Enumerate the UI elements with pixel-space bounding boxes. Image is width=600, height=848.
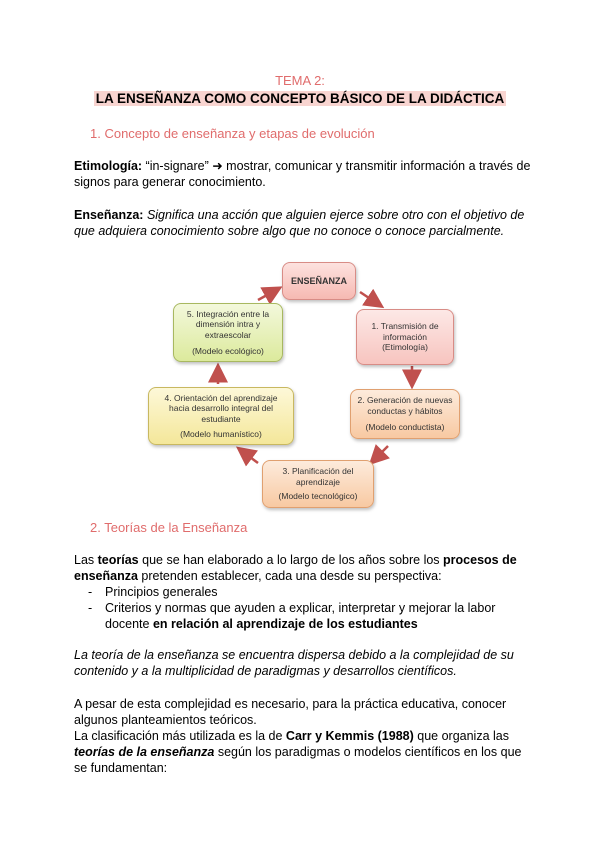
arrow-2-to-3 — [374, 446, 388, 460]
classification-text-a: La clasificación más utilizada es la de — [74, 729, 286, 743]
intro-text-e: pretenden establecer, cada una desde su perspectiva: — [137, 569, 442, 583]
center-node-ensenanza: ENSEÑANZA — [282, 262, 356, 300]
bullet-dash: - — [88, 585, 93, 599]
stage-5-model: (Modelo ecológico) — [192, 346, 264, 356]
section2-heading: 2. Teorías de la Enseñanza — [90, 520, 248, 535]
stage-1-model: (Etimología) — [382, 342, 428, 353]
arrow-5-to-center — [258, 290, 276, 300]
classification-paragraph — [74, 728, 534, 776]
bullet-2-bold: en relación al aprendizaje de los estudiantes — [152, 617, 418, 631]
classification-authors: Carr y Kemmis (1988) — [285, 729, 414, 743]
arrow-3-to-4 — [242, 451, 258, 463]
intro-bold-teorias: teorías — [97, 553, 139, 567]
bullet-1-text: Principios generales — [105, 585, 218, 599]
bullet-dash: - — [88, 601, 93, 615]
section1-heading: 1. Concepto de enseñanza y etapas de evolución — [90, 126, 375, 141]
intro-text-a: Las — [74, 553, 98, 567]
ensenanza-label: Enseñanza: — [74, 208, 144, 222]
list-item — [74, 584, 534, 600]
list-item — [74, 600, 534, 632]
classification-text-c: que organiza las — [413, 729, 509, 743]
dispersion-text: La teoría de la enseñanza se encuentra dispersa debido a la complejidad de su contenido y a la multiplicidad de paradigmas y desarrollos científicos. — [74, 648, 514, 678]
classification-text-e: según los paradigmas o modelos científicos en los que se fundamentan: — [74, 745, 522, 775]
stage-1-box — [356, 309, 454, 365]
etimologia-label: Etimología: — [74, 159, 143, 173]
stage-3-text: 3. Planificación del aprendizaje — [282, 466, 354, 487]
intro-bold-procesos: procesos de enseñanza — [74, 553, 517, 583]
etimologia-text: “in-signare” ➜ mostrar, comunicar y transmitir información a través de signos para generar conocimiento. — [74, 159, 531, 189]
stage-3-box — [262, 460, 374, 508]
stage-2-model: (Modelo conductista) — [365, 422, 445, 433]
document-title-text: LA ENSEÑANZA COMO CONCEPTO BÁSICO DE LA DIDÁCTICA — [95, 91, 505, 106]
intro-text-c: que se han elaborado a lo largo de los años sobre los — [138, 553, 444, 567]
theories-list — [74, 584, 534, 632]
topic-number: TEMA 2: — [275, 73, 325, 88]
complexity-paragraph: A pesar de esta complejidad es necesario, para la práctica educativa, conocer algunos planteamientos teóricos. — [74, 697, 507, 727]
stage-5-text: 5. Integración entre la dimensión intra y extraescolar — [186, 308, 270, 340]
stage-4-text: 4. Orientación del aprendizaje hacia desarrollo integral del estudiante — [164, 392, 278, 424]
stage-4-box — [148, 387, 294, 445]
bullet-2-text: Criterios y normas que ayuden a explicar, interpretar y mejorar la labor docente — [105, 601, 496, 631]
stage-5-box — [173, 303, 283, 362]
stage-4-model: (Modelo humanístico) — [180, 429, 262, 439]
stage-2-text: 2. Generación de nuevas conductas y hábitos — [357, 395, 453, 416]
arrow-center-to-1 — [360, 292, 378, 304]
stage-1-text: 1. Transmisión de información — [371, 321, 439, 342]
classification-teorias: teorías de la enseñanza — [74, 745, 215, 759]
stage-3-model: (Modelo tecnológico) — [278, 491, 358, 502]
theories-intro — [74, 552, 534, 584]
ensenanza-text: Significa una acción que alguien ejerce sobre otro con el objetivo de que adquiera conocimiento sobre algo que no conoce o conoce parcialmente. — [74, 208, 525, 238]
dispersion-paragraph — [74, 647, 534, 679]
stage-2-box — [350, 389, 460, 439]
